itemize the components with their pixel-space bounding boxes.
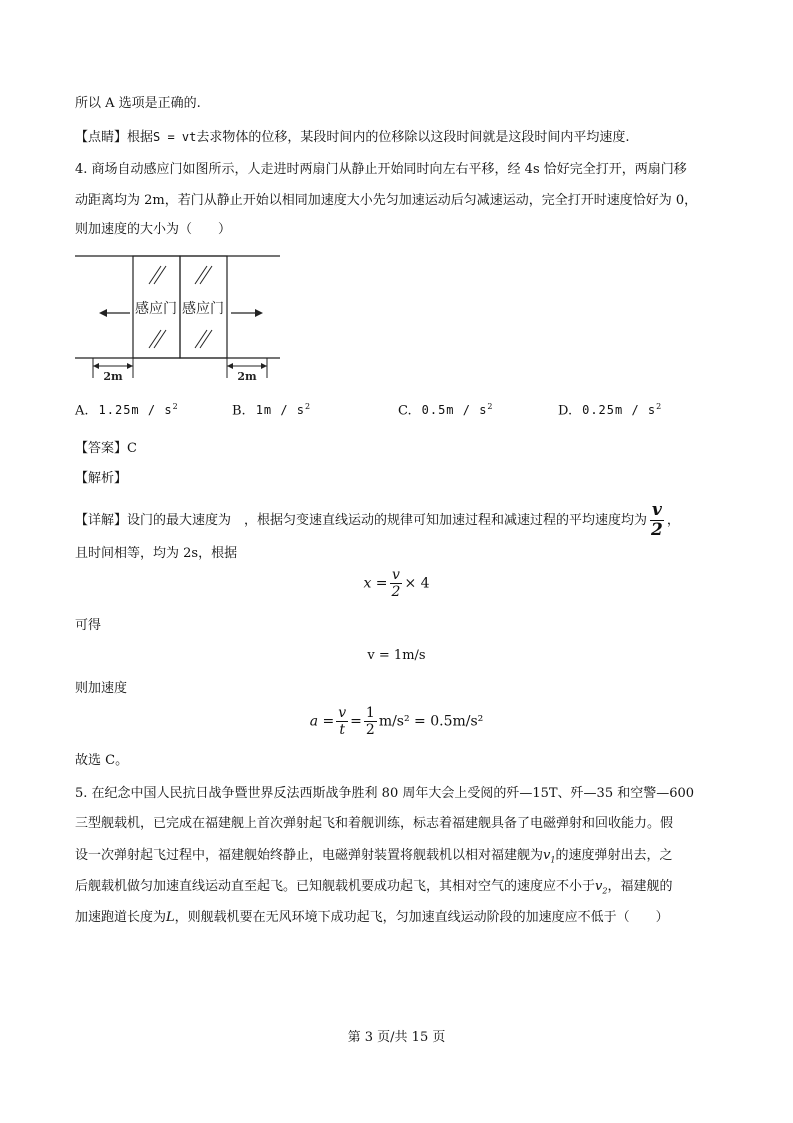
- q5-line2: 三型舰载机，已完成在福建舰上首次弹射起飞和着舰训练，标志着福建舰具备了电磁弹射和回收能力。假: [75, 816, 674, 831]
- note-formula: S = vt: [153, 130, 197, 144]
- answer-value: C: [127, 441, 137, 456]
- dim-right-label: 2m: [237, 370, 257, 383]
- q5-line1: 5. 在纪念中国人民抗日战争暨世界反法西斯战争胜利 80 周年大会上受阅的歼—15T、歼—35 和空警—600: [75, 786, 695, 801]
- equation-1: x = $\frac{v}{2}$ × 4: [363, 567, 430, 600]
- q4-line1: 4. 商场自动感应门如图所示，人走进时两扇门从静止开始同时向左右平移，经 4s 恰好完全打开，两扇门移: [75, 162, 687, 177]
- dim-right-head-b: [261, 363, 267, 369]
- equation-2: v = 1m/s: [367, 648, 426, 663]
- conclusion: 故选 C。: [75, 753, 129, 768]
- note-pre: 根据: [127, 130, 154, 145]
- note-post: 去求物体的位移，某段时间内的位移除以这段时间就是这段时间内平均速度.: [196, 130, 630, 145]
- option-c: C. $0.5m / s^2$: [398, 402, 493, 419]
- detail-text: 设门的最大速度为 ，根据匀变速直线运动的规律可知加速过程和减速过程的平均速度均为: [127, 513, 648, 528]
- note-label: 【点睛】: [75, 130, 128, 145]
- door-left-label: 感应门: [135, 301, 177, 317]
- q5-line3: 设一次弹射起飞过程中，福建舰始终静止，电磁弹射装置将舰载机以相对福建舰为$v_1$的速度弹射出去，之: [75, 848, 673, 865]
- arrow-right-head: [255, 309, 263, 317]
- analysis-label: 【解析】: [75, 471, 128, 486]
- q4-line3: 则加速度的大小为（ ）: [75, 222, 232, 237]
- dim-left-head-a: [93, 363, 99, 369]
- dim-right-head-a: [227, 363, 233, 369]
- detail-label: 【详解】: [75, 513, 128, 528]
- option-b: B. $1m / s^2$: [232, 402, 311, 419]
- arrow-left-head: [99, 309, 107, 317]
- door-figure: [75, 250, 285, 385]
- door-right-label: 感应门: [182, 301, 224, 317]
- fraction-v-over-2: $\frac{v}{2}$: [651, 500, 663, 540]
- page-footer: 第 3 页/共 15 页: [347, 1030, 446, 1045]
- answer-line: [75, 440, 137, 458]
- equation-3: a = $\frac{v}{t}$ = $\frac{1}{2}$ m/s² = 0.5m/s²: [309, 705, 484, 738]
- jiasu-text: 则加速度: [75, 681, 128, 696]
- answer-label: 【答案】: [75, 441, 128, 456]
- dim-left-label: 2m: [103, 370, 123, 383]
- prev-note: [75, 128, 630, 147]
- v1-symbol: $v_1$: [543, 848, 556, 865]
- dim-left-head-b: [127, 363, 133, 369]
- v2-symbol: $v_2$: [595, 879, 608, 896]
- option-d: D. $0.25m / s^2$: [558, 402, 662, 419]
- option-a: A. $1.25m / s^2$: [75, 402, 178, 419]
- detail-line2: 且时间相等，均为 2s，根据: [75, 546, 238, 561]
- q5-line5: 加速跑道长度为L，则舰载机要在无风环境下成功起飞，匀加速直线运动阶段的加速度应不低于（ ）: [75, 910, 669, 925]
- q5-line4: 后舰载机做匀加速直线运动直至起飞。已知舰载机要成功起飞，其相对空气的速度应不小于$v_2$，福建舰的: [75, 879, 673, 896]
- kede-text: 可得: [75, 618, 102, 633]
- L-symbol: L: [166, 910, 175, 925]
- prev-conclusion: 所以 A 选项是正确的.: [75, 96, 201, 111]
- detail-line1: 【详解】设门的最大速度为 ，根据匀变速直线运动的规律可知加速过程和减速过程的平均速度均为 $\frac{v}{2}$ ，: [75, 500, 680, 540]
- q4-line2: 动距离均为 2m，若门从静止开始以相同加速度大小先匀加速运动后匀减速运动，完全打开时速度恰好为 0，: [75, 193, 698, 208]
